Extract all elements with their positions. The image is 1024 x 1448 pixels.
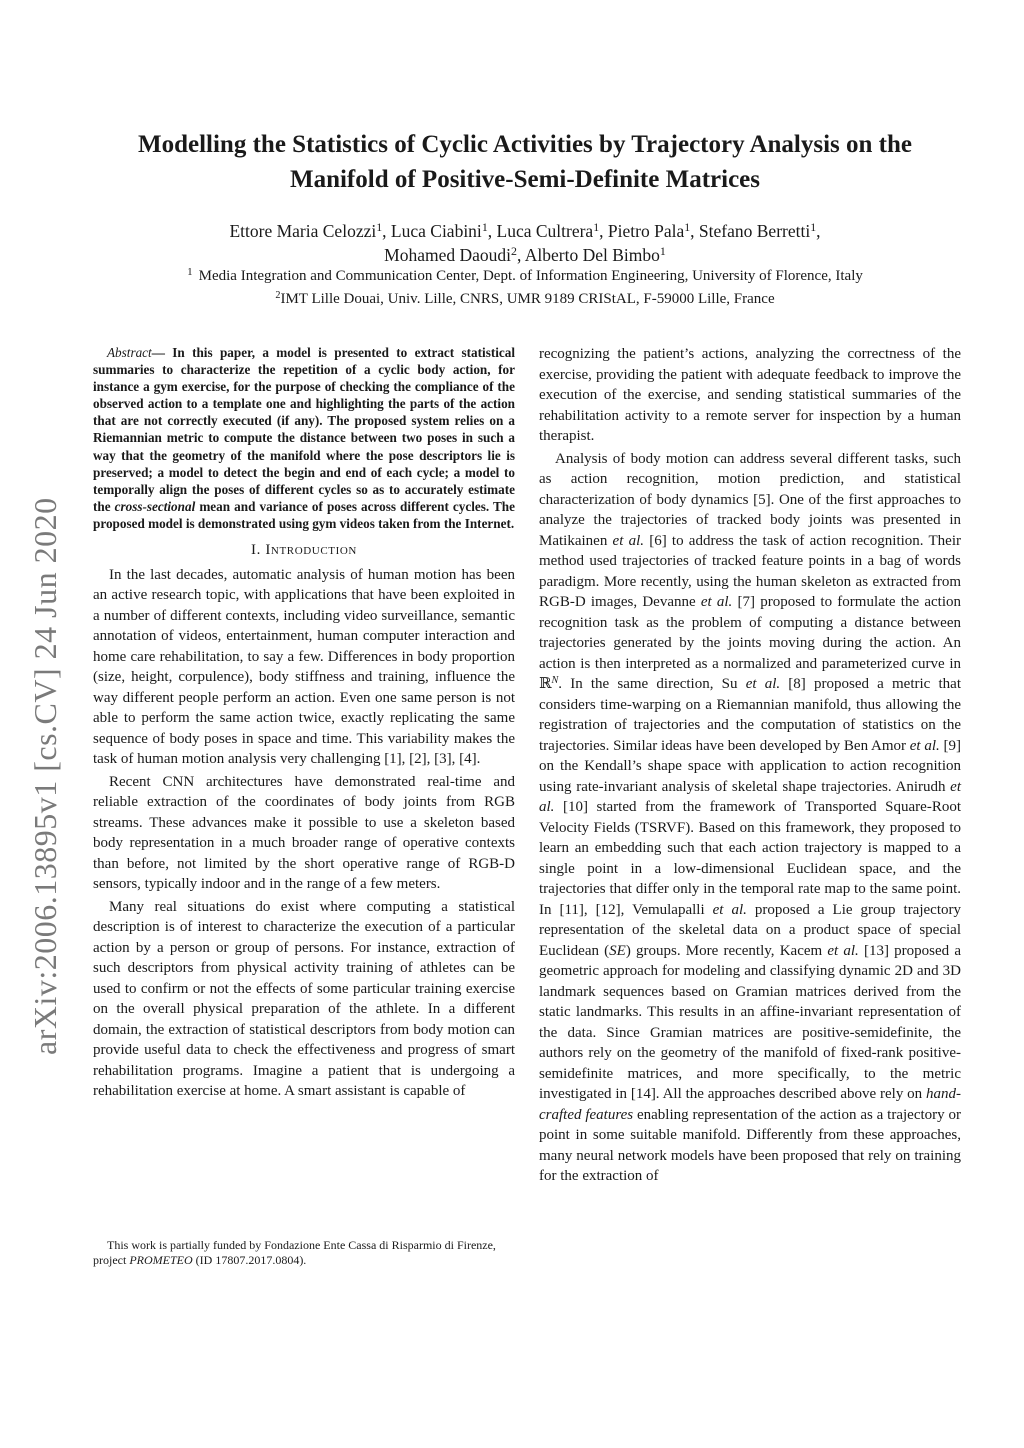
paragraph: Analysis of body motion can address several different tasks, such as action recognition, motion prediction, and statistical characterization of body dynamics [5]. One of the first approaches to analyze the trajectories of tracked body joints was presented in Matikainen et al. [6] to address the task of action recognition. Their method used trajectories of tracked feature points in a bag of words paradigm. More recently, using the human skeleton as extracted from RGB-D images, Devanne et al. [7] proposed to formulate the action recognition task as the problem of computing a distance between trajectories generated by the joints moving during the action. An action is then interpreted as a normalized and parameterized curve in ℝ$^N$. In the same direction, Su et al. [8] proposed a metric that considers time-warping on a Riemannian manifold, thus allowing the registration of trajectories and the computation of statistics on the trajectories. Similar ideas have been developed by Ben Amor et al. [9] on the Kendall’s shape space with application to action recognition using rate-invariant analysis of skeletal shape trajectories. Anirudh et al. [10] started from the framework of Transported Square-Root Velocity Fields (TSRVF). Based on this framework, they proposed to learn an embedding such that each action trajectory is mapped to a single point in a low-dimensional Euclidean space, and the trajectories that differ only in the temporal rate map to the same point. In [11], [12], Vemulapalli et al. proposed a Lie group trajectory representation of the skeletal data on a product space of special Euclidean (SE) groups. More recently, Kacem et al. [13] proposed a geometric approach for modeling and classifying dynamic 2D and 3D landmark sequences based on Gramian matrices derived from the static landmarks. This results in an affine-invariant representation of the data. Since Gramian matrices are positive-semidefinite, the authors rely on the geometry of the manifold of fixed-rank positive-semidefinite matrices, and more specifically, to the metric investigated in [14]. All the approaches described above rely on hand-crafted features enabling representation of the action as a trajectory or point in some suitable manifold. Differently from these approaches, many neural network models have been proposed that rely on training for the extraction of — [539, 450, 962, 1184]
abstract: Abstract— In this paper, a model is presented to extract statistical summaries to characterize the repetition of a cyclic body action, for instance a gym exercise, for the purpose of checking the compliance of the observed action to a template one and highlighting the parts of the action that are not correctly executed (if any). The proposed system relies on a Riemannian metric to compute the distance between two poses in such a way that the geometry of the manifold where the pose descriptors lie is preserved; a model to detect the begin and end of each cycle; a model to temporally align the poses of different cycles so as to accurately estimate the cross-sectional mean and variance of poses across different cycles. The proposed model is demonstrated using gym videos taken from the Internet. — [93, 345, 515, 531]
author: Ettore Maria Celozzi — [229, 221, 377, 241]
author: Luca Ciabini — [390, 221, 482, 241]
author: Alberto Del Bimbo — [524, 245, 660, 265]
author: Pietro Pala — [607, 221, 685, 241]
section-heading: I. Introduction — [251, 542, 357, 559]
affiliations — [60, 265, 990, 310]
right-column — [539, 344, 961, 1189]
aff-marker: 1 — [481, 220, 488, 235]
author: Luca Cultrera — [496, 221, 594, 241]
aff-marker: 2 — [511, 244, 517, 259]
paragraph: Many real situations do exist where computing a statistical description is of interest to characterize the execution of a particular action by a person or group of persons. For instance, extraction of such descriptors from physical activity training of athletes can be used to confirm or not the effects of some particular training exercise on the overall physical preparation of the athlete. In a different domain, the extraction of statistical descriptors from body motion can provide useful data to check the effectiveness and progress of smart rehabilitation programs. Imagine a patient that is undergoing a rehabilitation exercise at home. A smart assistant is capable of — [93, 898, 515, 1100]
paper-title: Modelling the Statistics of Cyclic Activities by Trajectory Analysis on the Manifold of Positive-Semi-Definite Matrices — [138, 131, 912, 193]
paragraph: recognizing the patient’s actions, analyzing the correctness of the exercise, providing the patient with adequate feedback to improve the execution of the exercise, and sending statistical summaries of the rehabilitation activity to a remote server for inspection by a human therapist. — [539, 346, 961, 444]
affiliation-2: $^2$IMT Lille Douai, Univ. Lille, CNRS, UMR 9189 CRIStAL, F-59000 Lille, France — [275, 289, 775, 307]
arxiv-stamp: arXiv:2006.13895v1 [cs.CV] 24 Jun 2020 — [27, 497, 63, 1055]
aff-marker: 1 — [659, 244, 666, 259]
aff-marker: 1 — [593, 220, 600, 235]
aff-marker: 1 — [684, 220, 691, 235]
author: Stefano Berretti — [698, 221, 811, 241]
aff-marker: 1 — [376, 220, 383, 235]
affiliation-1: $^1$ Media Integration and Communication Center, Dept. of Information Engineering, University of Florence, Italy — [187, 266, 863, 284]
left-column — [93, 344, 515, 1104]
paragraph: Recent CNN architectures have demonstrated real-time and reliable extraction of the coordinates of body joints from RGB streams. These advances make it possible to use a skeleton based body representation in a much broader range of operative contexts than before, not limited by the short operative range of RGB-D sensors, typically indoor and in the range of a few meters. — [93, 773, 515, 893]
footnote: This work is partially funded by Fondazione Ente Cassa di Risparmio di Firenze, project PROMETEO (ID 17807.2017.0804). — [93, 1238, 496, 1267]
paragraph: In the last decades, automatic analysis of human motion has been an active research topic, with applications that have been exploited in a number of different contexts, including video surveillance, semantic annotation of videos, entertainment, human computer interaction and home care rehabilitation, to say a few. Differences in body proportion (size, height, corpulence), body stiffness and training, influence the way different people perform an action. Even one same person is not able to perform the same action twice, exactly replicating the same sequence of body poses in space and time. This variability makes the task of human motion analysis very challenging [1], [2], [3], [4]. — [93, 566, 515, 768]
author-list: Ettore Maria Celozzi$^1$, Luca Ciabini$^1$, Luca Cultrera$^1$, Pietro Pala$^1$, Stefano Berretti$^1$, Mohamed Daoudi$^2$, Alberto Del Bimbo$^1$ — [229, 220, 821, 265]
author: Mohamed Daoudi — [384, 245, 512, 265]
aff-marker: 1 — [810, 220, 817, 235]
